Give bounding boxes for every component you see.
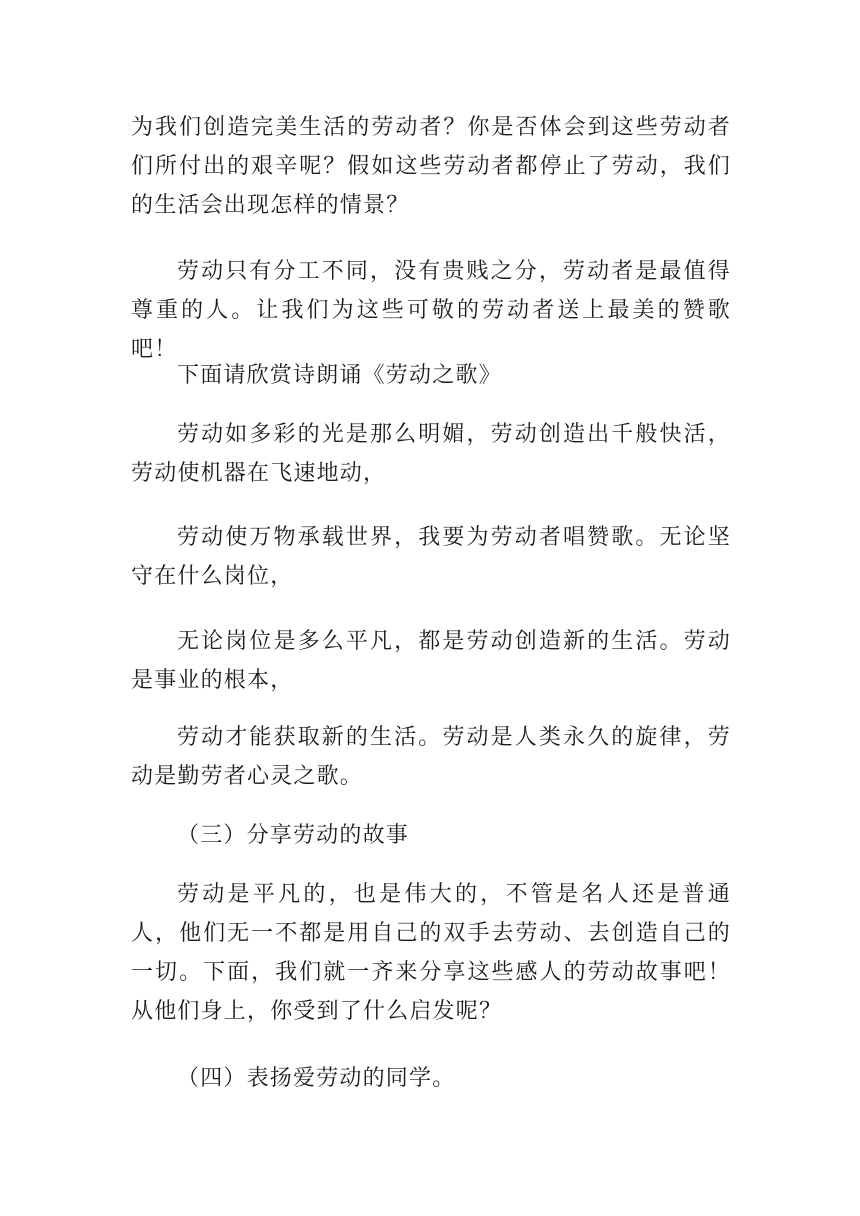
paragraph-intro-questions: 为我们创造完美生活的劳动者？你是否体会到这些劳动者们所付出的艰辛呢？假如这些劳动者都停止了劳动，我们的生活会出现怎样的情景？ — [131, 115, 731, 218]
section-heading-praise-students: （四）表扬爱劳动的同学。 — [177, 1066, 456, 1091]
paragraph-poem-line-4: 劳动才能获取新的生活。劳动是人类永久的旋律，劳动是勤劳者心灵之歌。 — [131, 725, 731, 789]
paragraph-poem-line-2: 劳动使万物承载世界，我要为劳动者唱赞歌。无论坚守在什么岗位， — [131, 525, 731, 589]
paragraph-poem-line-1: 劳动如多彩的光是那么明媚，劳动创造出千般快活，劳动使机器在飞速地动， — [131, 422, 731, 486]
section-heading-share-stories: （三）分享劳动的故事 — [177, 823, 410, 848]
paragraph-respect-laborers: 劳动只有分工不同，没有贵贱之分，劳动者是最值得尊重的人。让我们为这些可敬的劳动者送上最美的赞歌吧！ — [131, 259, 731, 362]
paragraph-labor-stories: 劳动是平凡的，也是伟大的，不管是名人还是普通人，他们无一不都是用自己的双手去劳动、去创造自己的一切。下面，我们就一齐来分享这些感人的劳动故事吧！从他们身上，你受到了什么启发呢？ — [131, 882, 731, 1024]
paragraph-poem-intro: 下面请欣赏诗朗诵《劳动之歌》 — [177, 363, 502, 388]
paragraph-poem-line-3: 无论岗位是多么平凡，都是劳动创造新的生活。劳动是事业的根本， — [131, 629, 731, 693]
